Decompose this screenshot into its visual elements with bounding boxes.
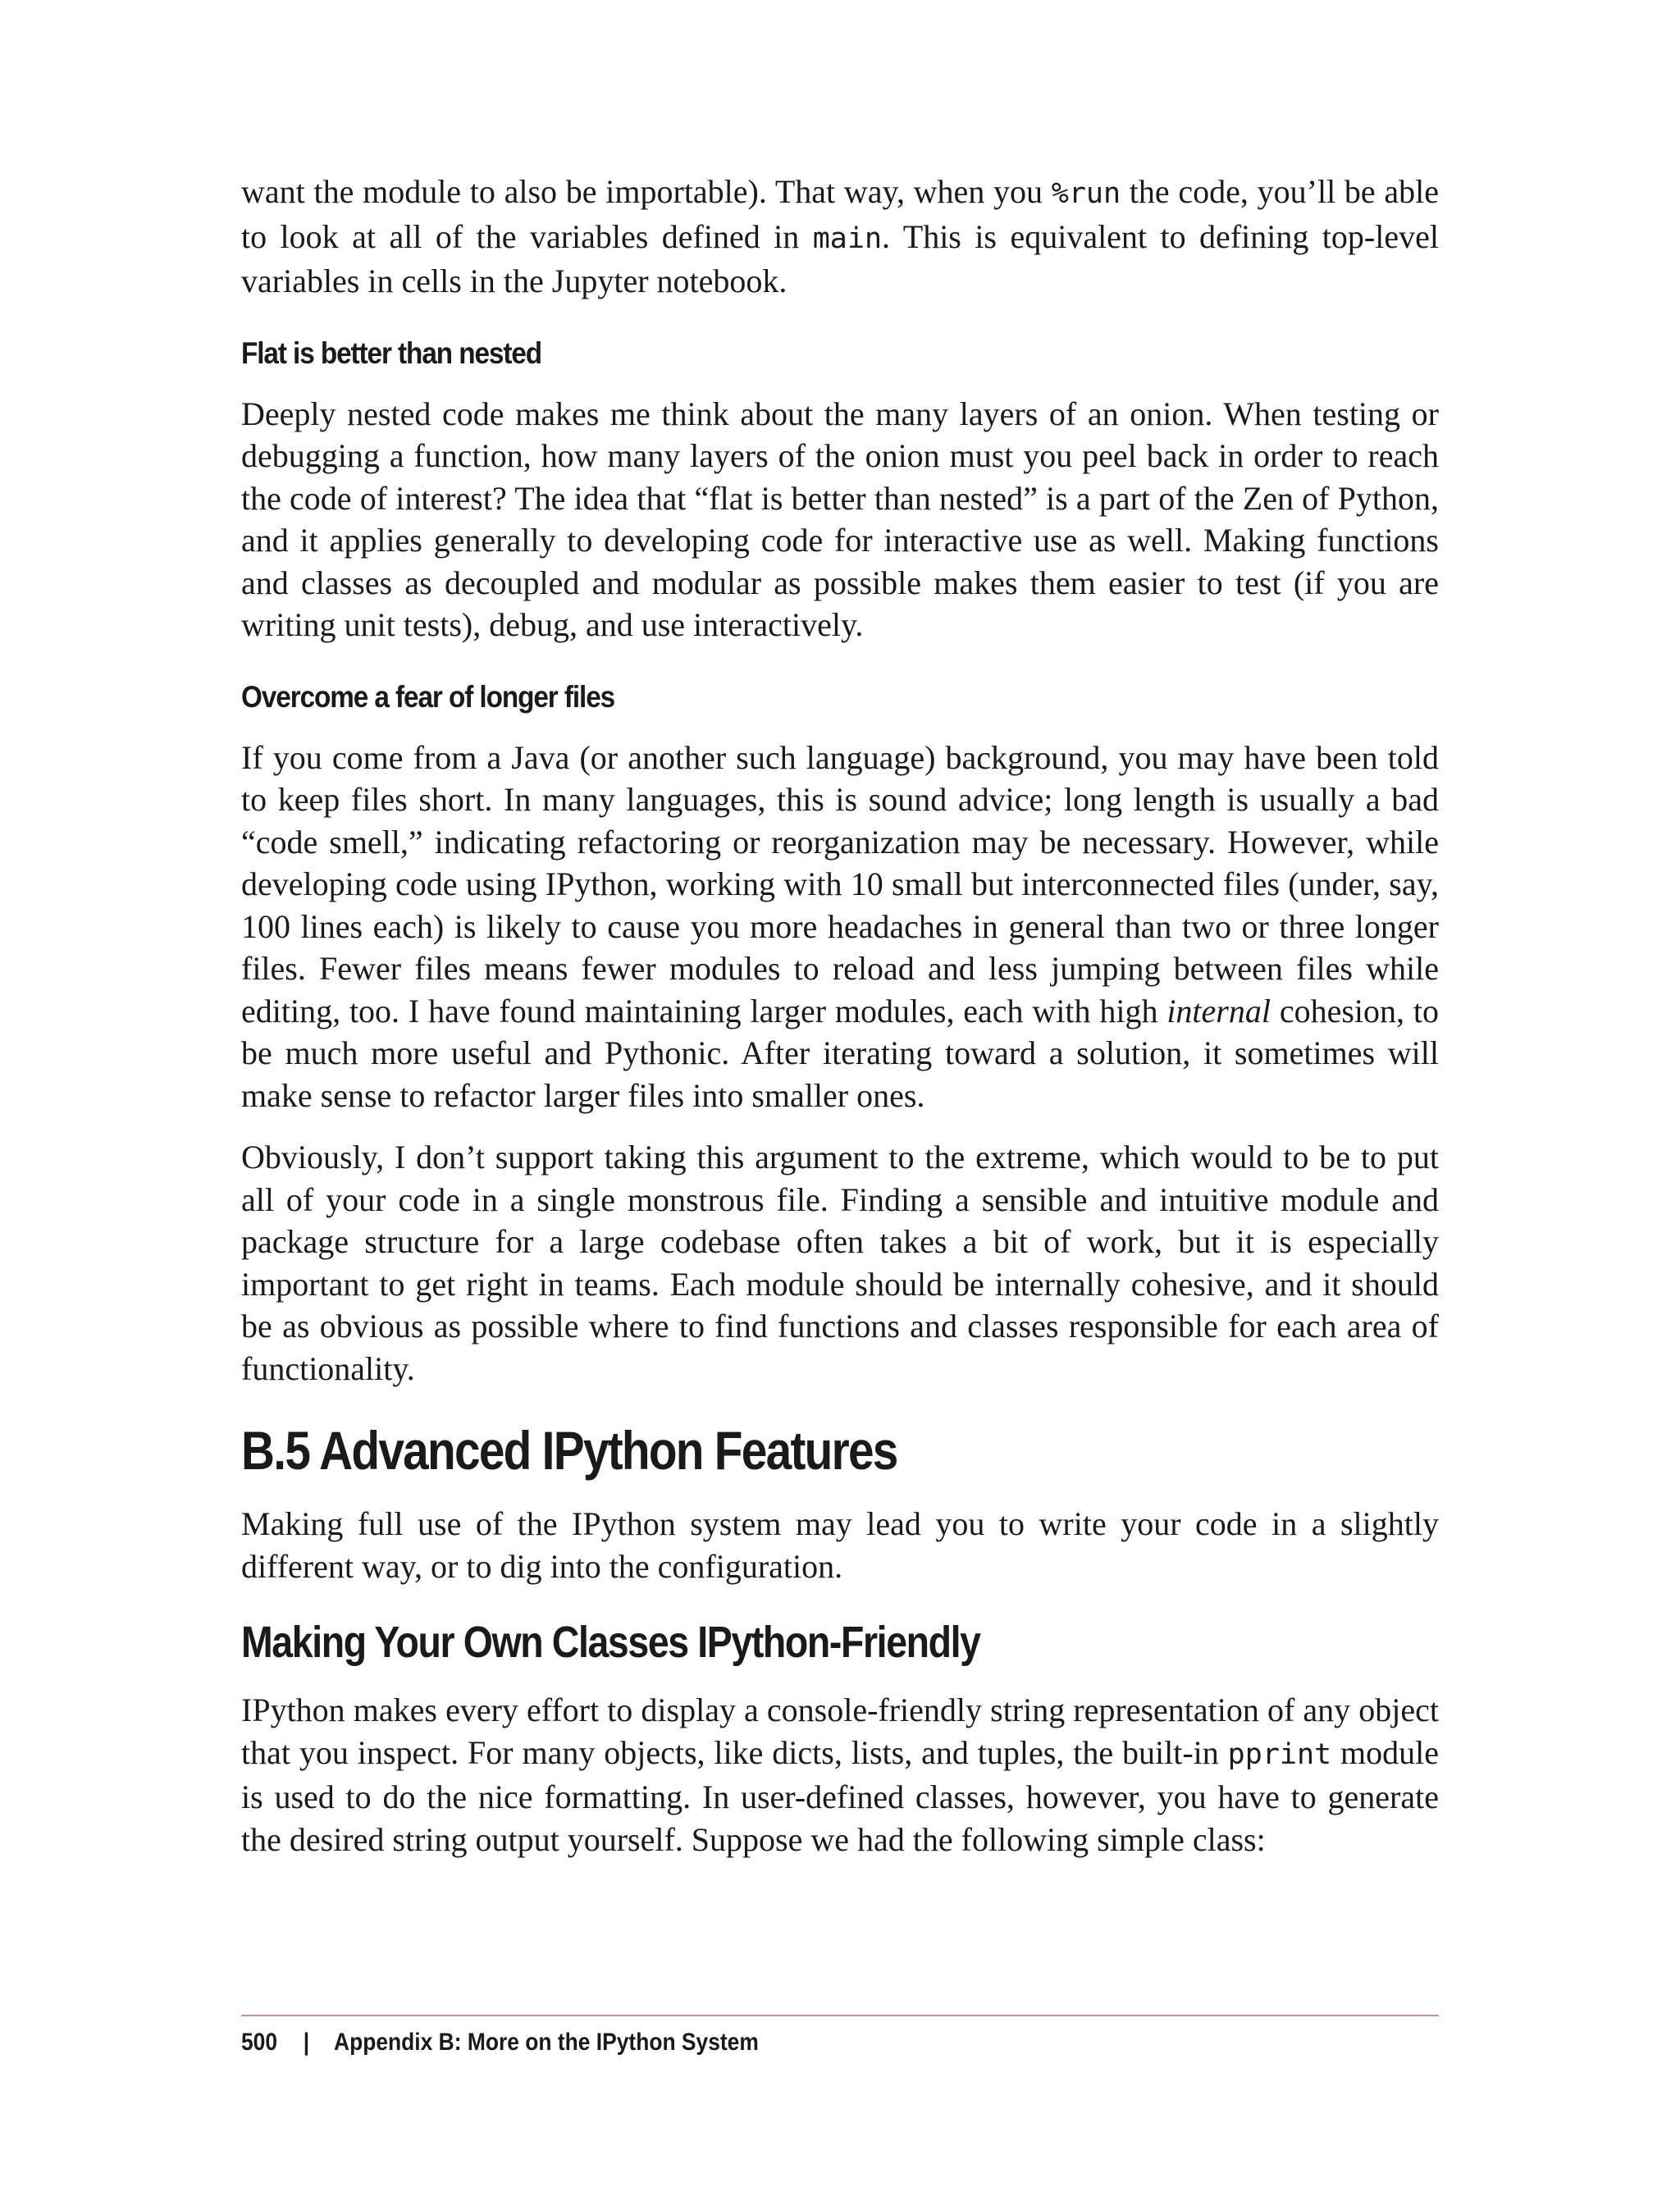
subsection-title: Making Your Own Classes IPython-Friendly: [241, 1618, 980, 1667]
text-run: If you come from a Java (or another such language) background, you may have been told to keep files short. In many languages, this is sound advice; long length is usually a bad “code smell,” indicating refactoring or reorganization may be necessary. However, while developing code using IPython, working with 10 small but interconnected files (under, say, 100 lines each) is likely to cause you more headaches in general than two or three longer files. Fewer files means fewer modules to reload and less jumping between files while editing, too. I have found maintaining larger modules, each with high: [241, 738, 1439, 1029]
inline-code-main: main: [812, 221, 883, 255]
page-footer: [241, 2026, 759, 2059]
text-run: want the module to also be importable). That way, when you: [241, 173, 1052, 210]
page-number: 500: [241, 2029, 278, 2056]
paragraph-java-background: [241, 737, 1439, 1117]
footer-separator: |: [303, 2029, 310, 2056]
text-run: the code, you’ll be able to look at all of the variables defined in: [241, 173, 1440, 255]
inline-code-pprint: pprint: [1227, 1737, 1332, 1771]
heading-longer-files: Overcome a fear of longer files: [241, 679, 615, 714]
text-run: . This is equivalent to defining top-level variables in cells in the Jupyter notebook.: [241, 217, 1439, 299]
page-content: [241, 171, 1439, 1860]
section-title: B.5 Advanced IPython Features: [241, 1420, 897, 1481]
footer-rule: [241, 2015, 1439, 2016]
text-run: cohesion, to be much more useful and Pythonic. After iterating toward a solution, it sometimes will make sense to refactor larger files into smaller ones.: [241, 992, 1439, 1114]
emphasis-internal: internal: [1166, 992, 1271, 1029]
paragraph-run-main: [241, 171, 1439, 303]
inline-code-run: %run: [1051, 177, 1121, 210]
text-run: module is used to do the nice formatting. In user-defined classes, however, you have to generate the desired string output yourself. Suppose we had the following simple class:: [241, 1733, 1439, 1858]
paragraph-ipython-repr: [241, 1689, 1439, 1860]
paragraph-full-use: Making full use of the IPython system may lead you to write your code in a slightly different way, or to dig into the configuration.: [241, 1505, 1439, 1585]
paragraph-nested-code: Deeply nested code makes me think about the many layers of an onion. When testing or debugging a function, how many layers of the onion must you peel back in order to reach the code of interest? The idea that “flat is better than nested” is a part of the Zen of Python, and it applies generally to developing code for interactive use as well. Making functions and classes as decoupled and modular as possible makes them easier to test (if you are writing unit tests), debug, and use interactively.: [241, 395, 1439, 643]
text-run: IPython makes every effort to display a console-friendly string representation of any object that you inspect. For many objects, like dicts, lists, and tuples, the built-in: [241, 1691, 1439, 1771]
heading-flat-is-better: Flat is better than nested: [241, 336, 542, 370]
chapter-title: Appendix B: More on the IPython System: [334, 2029, 759, 2056]
paragraph-obviously: Obviously, I don’t support taking this argument to the extreme, which would to be to put all of your code in a single monstrous file. Finding a sensible and intuitive module and package structure for a large codebase often takes a bit of work, but it is especially important to get right in teams. Each module should be internally cohesive, and it should be as obvious as possible where to find functions and classes responsible for each area of functionality.: [241, 1139, 1439, 1387]
